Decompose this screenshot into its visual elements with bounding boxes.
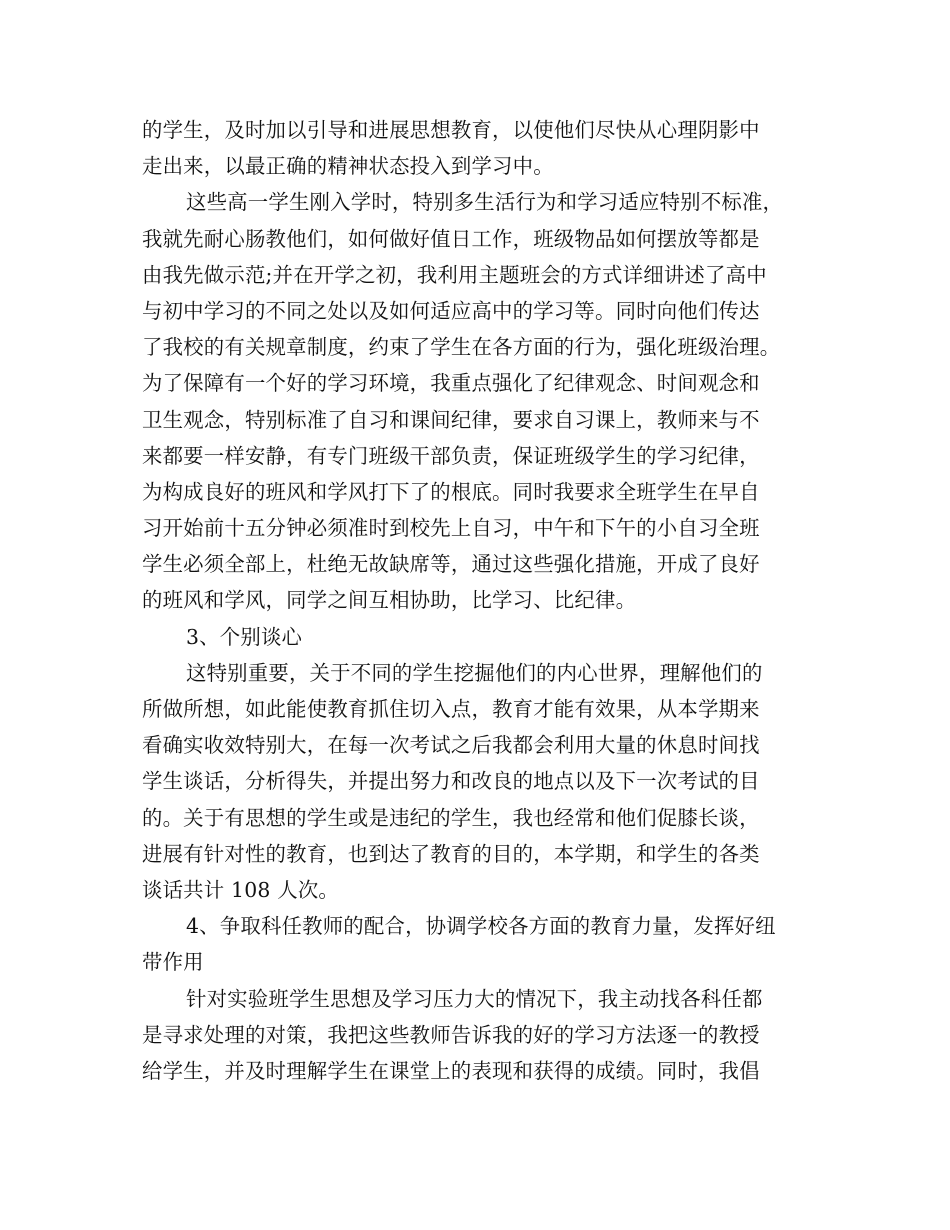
text-line: 的。关于有思想的学生或是违纪的学生，我也经常和他们促膝长谈，: [142, 805, 760, 830]
text-line: 看确实收效特别大，在每一次考试之后我都会利用大量的休息时间找: [142, 733, 760, 758]
text-line: 我就先耐心肠教他们，如何做好值日工作，班级物品如何摆放等都是: [142, 226, 760, 251]
paragraph-start-line: 这些高一学生刚入学时，特别多生活行为和学习适应特别不标准，: [186, 190, 784, 215]
text-line: 与初中学习的不同之处以及如何适应高中的学习等。同时向他们传达: [142, 298, 760, 323]
text-line: 学生谈话，分析得失，并提出努力和改良的地点以及下一次考试的目: [142, 769, 760, 794]
section-heading: 4、争取科任教师的配合，协调学校各方面的教育力量，发挥好纽: [186, 914, 776, 939]
text-line: 进展有针对性的教育，也到达了教育的目的，本学期，和学生的各类: [142, 841, 760, 866]
section-heading: 3、个别谈心: [186, 624, 303, 649]
text-line: 由我先做示范;并在开学之初，我利用主题班会的方式详细讲述了高中: [142, 262, 767, 287]
paragraph-start-line: 这特别重要，关于不同的学生挖掘他们的内心世界，理解他们的: [186, 660, 763, 685]
text-line: 给学生，并及时理解学生在课堂上的表现和获得的成绩。同时，我倡: [142, 1058, 760, 1083]
document-body: [142, 112, 810, 1089]
text-line: 为构成良好的班风和学风打下了的根底。同时我要求全班学生在早自: [142, 479, 760, 504]
section-heading-continued: 带作用: [142, 950, 204, 975]
text-line: 卫生观念，特别标准了自习和课间纪律，要求自习课上，教师来与不: [142, 407, 760, 432]
text-line: 的学生，及时加以引导和进展思想教育，以使他们尽快从心理阴影中: [142, 118, 760, 142]
text-line: 为了保障有一个好的学习环境，我重点强化了纪律观念、时间观念和: [142, 371, 760, 396]
text-line: 习开始前十五分钟必须准时到校先上自习，中午和下午的小自习全班: [142, 516, 760, 541]
paragraph-start-line: 针对实验班学生思想及学习压力大的情况下，我主动找各科任都: [186, 986, 763, 1011]
text-line: 了我校的有关规章制度，约束了学生在各方面的行为，强化班级治理。: [142, 335, 781, 360]
text-line: 是寻求处理的对策，我把这些教师告诉我的好的学习方法逐一的教授: [142, 1022, 760, 1047]
text-line: 所做所想，如此能使教育抓住切入点，教育才能有效果，从本学期来: [142, 697, 760, 721]
text-line: 走出来，以最正确的精神状态投入到学习中。: [142, 154, 554, 179]
text-line: 来都要一样安静，有专门班级干部负责，保证班级学生的学习纪律，: [142, 443, 760, 468]
text-line: 的班风和学风，同学之间互相协助，比学习、比纪律。: [142, 588, 637, 613]
text-line: 学生必须全部上，杜绝无故缺席等，通过这些强化措施，开成了良好: [142, 552, 760, 577]
text-line: 谈话共计 108 人次。: [142, 877, 340, 902]
